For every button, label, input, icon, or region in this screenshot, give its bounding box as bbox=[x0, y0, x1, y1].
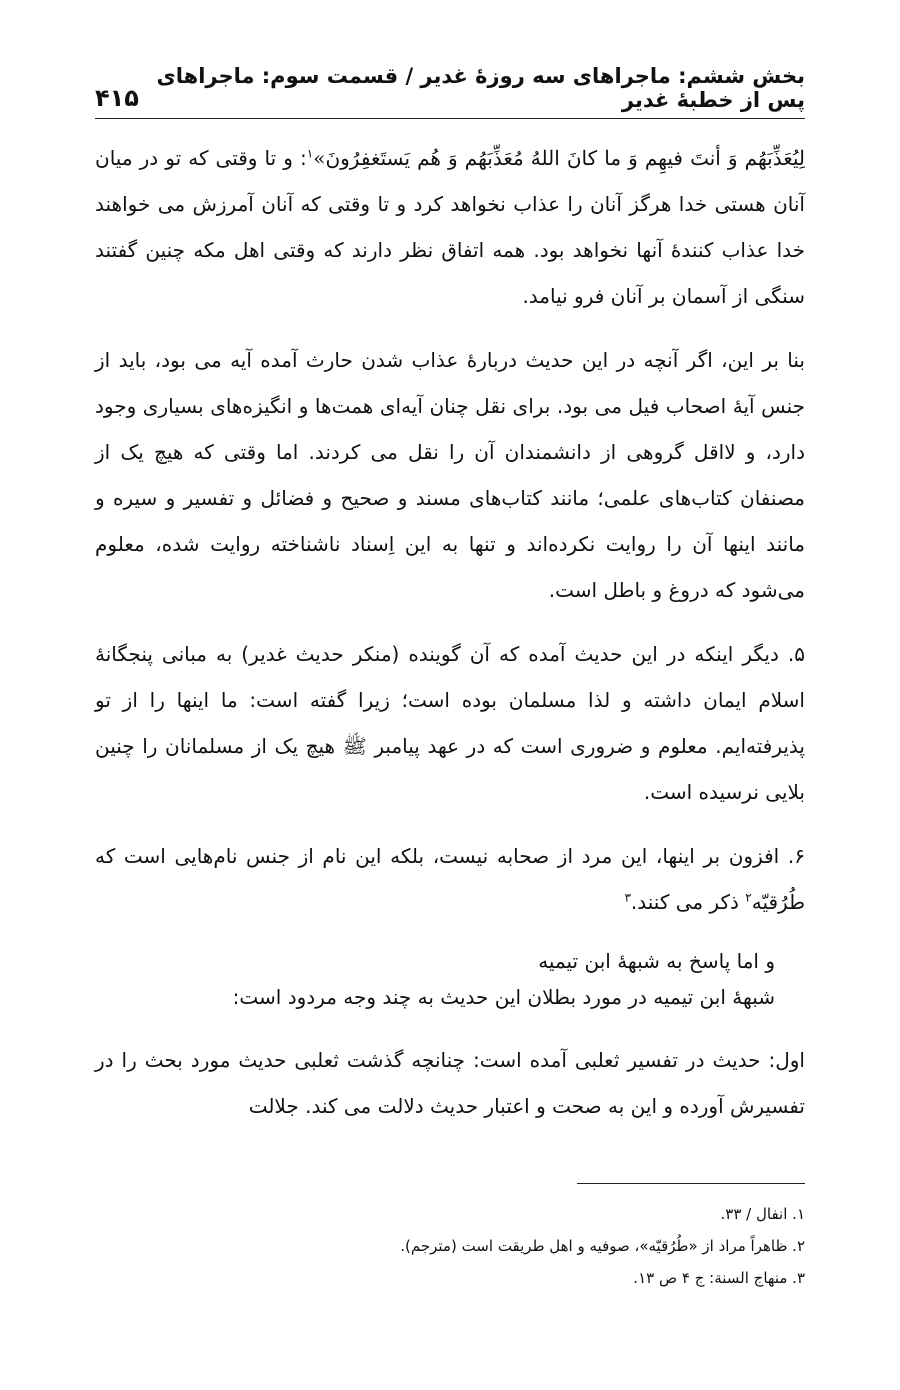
verse-translation: : و تا وقتی که تو در میان آنان هستی خدا هرگز آنان را عذاب نخواهد کرد و تا وقتی که آنان آمرزش می خواهند خدا عذاب کنندهٔ آنها نخواهد بود. همه اتفاق نظر دارند که وقتی اهل مکه چنین گفتند سنگی از آسمان بر آنان فرو نیامد. bbox=[95, 146, 805, 308]
footnote-2: ۲. ظاهراً مراد از «طُرُقیّه»، صوفیه و اهل طریقت است (مترجم). bbox=[400, 1237, 805, 1255]
footnote-3: ۳. منهاج السنة: ج ۴ ص ۱۳. bbox=[633, 1269, 805, 1287]
paragraph-3: ۵. دیگر اینکه در این حدیث آمده که آن گوینده (منکر حدیث غدیر) به مبانی پنجگانهٔ اسلام ایمان داشته و لذا مسلمان بوده است؛ زیرا گفته است: ما اینها را از تو پذیرفته‌ایم. معلوم و ضروری است که در عهد پیامبر ﷺ هیچ یک از مسلمانان را چنین بلایی نرسیده است. bbox=[95, 642, 805, 804]
paragraph-4-text-b: ذکر می کنند. bbox=[630, 890, 746, 914]
running-header bbox=[95, 64, 805, 119]
page-number: ۴۱۵ bbox=[95, 84, 139, 112]
footnotes bbox=[95, 1198, 805, 1294]
paragraph-5: اول: حدیث در تفسیر ثعلبی آمده است: چنانچه گذشت ثعلبی حدیث مورد بحث را در تفسیرش آورده و این به صحت و اعتبار حدیث دلالت می کند. جلالت bbox=[95, 1048, 805, 1118]
quran-verse: لِيُعَذِّبَهُم وَ أنتَ فيهِم وَ ما كانَ اللهُ مُعَذِّبَهُم وَ هُم يَستَغفِرُونَ» bbox=[313, 146, 806, 170]
paragraph-4 bbox=[95, 833, 805, 925]
section-heading: و اما پاسخ به شبههٔ ابن تیمیه bbox=[538, 949, 775, 973]
footnote-ref-2: ۲ bbox=[745, 890, 752, 905]
section-heading-block bbox=[95, 943, 805, 1015]
chapter-title: بخش ششم: ماجراهای سه روزهٔ غدیر / قسمت سوم: ماجراهای پس از خطبهٔ غدیر bbox=[156, 64, 805, 112]
section-intro: شبههٔ ابن تیمیه در مورد بطلان این حدیث به چند وجه مردود است: bbox=[232, 985, 775, 1009]
footnote-divider bbox=[577, 1183, 805, 1184]
paragraph-4-text-a: ۶. افزون بر اینها، این مرد از صحابه نیست، بلکه این نام از جنس نام‌هایی است که طُرُقیّه bbox=[95, 844, 805, 914]
paragraph-1 bbox=[95, 135, 805, 319]
main-text bbox=[95, 135, 805, 1147]
footnote-1: ۱. انفال / ۳۳. bbox=[720, 1205, 805, 1223]
paragraph-2: بنا بر این، اگر آنچه در این حدیث دربارهٔ عذاب شدن حارث آمده آیه می بود، باید از جنس آیهٔ اصحاب فیل می بود. برای نقل چنان آیه‌ای همت‌ها و انگیزه‌های بسیاری وجود دارد، و لااقل گروهی از دانشمندان آن را نقل می کردند. اما وقتی که هیچ یک از مصنفان کتاب‌های علمی؛ مانند کتاب‌های مسند و صحیح و فضائل و تفسیر و سیره و مانند اینها آن را روایت نکرده‌اند و تنها به این اِسناد ناشناخته روایت شده، معلوم می‌شود که دروغ و باطل است. bbox=[95, 348, 805, 602]
footnote-ref-1: ۱ bbox=[306, 146, 314, 161]
footnote-ref-3: ۳ bbox=[624, 890, 631, 905]
